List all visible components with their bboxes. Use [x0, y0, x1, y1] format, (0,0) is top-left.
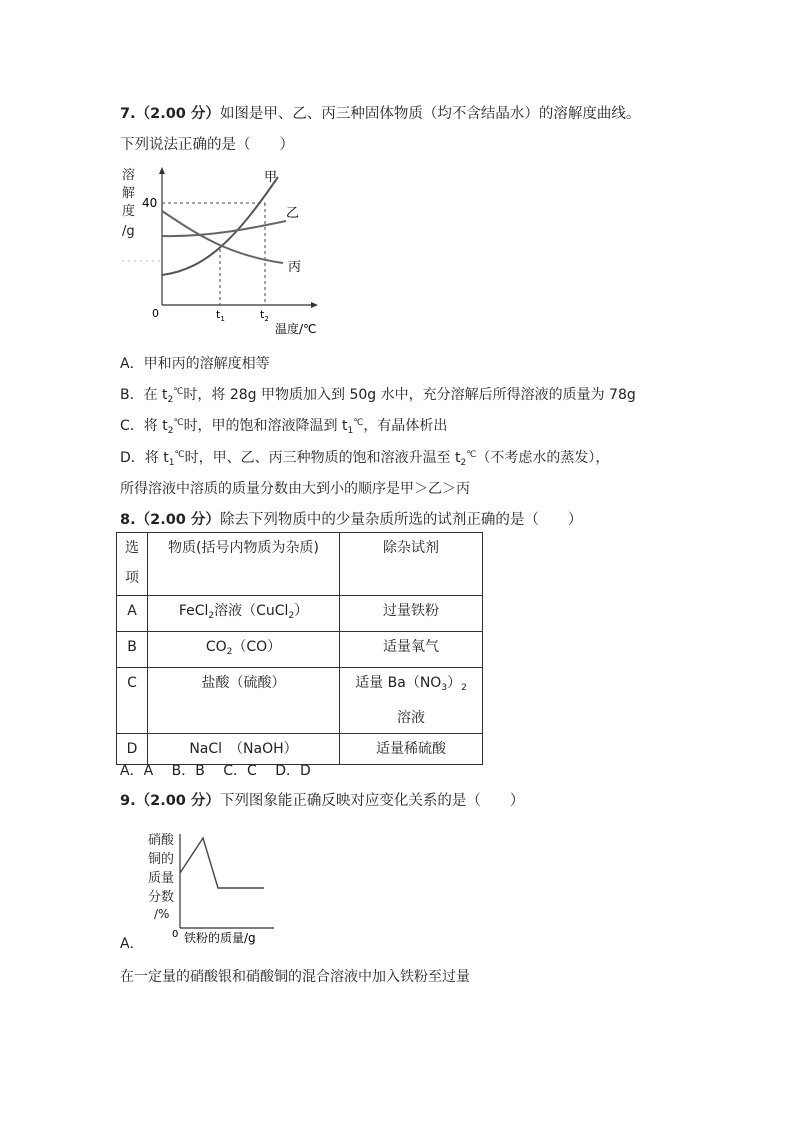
substance-cell: 盐酸（硫酸）	[148, 668, 340, 734]
q9-ylabel-line-5: /%	[154, 907, 170, 921]
table-header-row	[117, 533, 483, 596]
header-reagent-cell: 除杂试剂	[340, 533, 483, 596]
table-row	[117, 596, 483, 632]
reagent-cell: 适量 $Ba(NO_3)_2$ 溶液	[340, 668, 483, 734]
q9-xlabel: 铁粉的质量/g	[184, 931, 256, 945]
q9-ylabel-line-3: 质量	[148, 871, 175, 886]
q9-option-a-label: A．	[120, 936, 144, 952]
q7-option-b: B．在 $t_2^℃$时，将 28g 甲物质加入到 50g 水中，充分溶解后所得溶液的质量为 78g	[120, 387, 636, 405]
reagent-cell: 适量稀硫酸	[340, 734, 483, 765]
q7-y-axis-arrow	[159, 167, 165, 174]
q7-xlabel: 温度/℃	[275, 322, 317, 336]
q7-number: 7.	[120, 106, 136, 122]
reagent-cell: 过量铁粉	[340, 596, 483, 632]
q9-option-a-line	[180, 838, 264, 888]
q9-ylabel-line-1: 硝酸	[148, 833, 175, 848]
q7-ylabel-char-3: 度	[122, 204, 136, 219]
q8-options-table	[116, 532, 483, 765]
q7-x-axis-arrow	[311, 302, 318, 308]
q9-score: （2.00 分）	[135, 793, 220, 809]
q7-stem-text: 如图是甲、乙、丙三种固体物质（均不含结晶水）的溶解度曲线。	[219, 106, 641, 122]
table-row	[117, 668, 483, 734]
q8-stem: 8.（2.00 分）除去下列物质中的少量杂质所选的试剂正确的是（ ）	[120, 512, 583, 528]
q7-label-bing: 丙	[288, 260, 302, 275]
option-cell: B	[117, 632, 148, 668]
q8-score: （2.00 分）	[135, 512, 220, 528]
table-row	[117, 632, 483, 668]
q7-option-d: D．将 $t_1^℃$时，甲、乙、丙三种物质的饱和溶液升温至 $t_2^℃$（不考虑水的蒸发），	[120, 450, 610, 468]
q9-ylabel-line-4: 分数	[148, 890, 175, 905]
q9-ylabel-line-2: 铜的	[148, 852, 175, 867]
q9-option-a-description: 在一定量的硝酸银和硝酸铜的混合溶液中加入铁粉至过量	[120, 969, 470, 985]
header-substance-cell: 物质(括号内物质为杂质)	[148, 533, 340, 596]
q7-solubility-graph	[118, 165, 338, 345]
q7-score: （2.00 分）	[135, 106, 220, 122]
q7-option-d-line2: 所得溶液中溶质的质量分数由大到小的顺序是甲＞乙＞丙	[120, 481, 470, 497]
q9-option-a-graph	[140, 828, 290, 950]
q7-ylabel-char-4: /g	[122, 224, 135, 239]
option-cell: A	[117, 596, 148, 632]
header-option-cell: 选 项	[117, 533, 148, 596]
q7-tick-t2: $t_2$	[260, 308, 269, 323]
q7-label-yi: 乙	[286, 206, 300, 221]
q9-origin-label: 0	[172, 929, 179, 940]
q7-stem-line1	[120, 102, 640, 123]
q8-number: 8.	[120, 512, 136, 528]
q7-option-a: A．甲和丙的溶解度相等	[120, 356, 270, 372]
substance-cell: $CO_2(CO)$	[148, 632, 340, 668]
substance-cell: FeCl$_2$溶液（CuCl$_2$）	[148, 596, 340, 632]
q7-ylabel-char-1: 溶	[122, 168, 136, 183]
option-cell: C	[117, 668, 148, 734]
q9-number: 9.	[120, 793, 136, 809]
q7-label-jia: 甲	[264, 170, 278, 185]
q7-option-c: C．将 $t_2^℃$时，甲的饱和溶液降温到 $t_1^℃$，有晶体析出	[120, 418, 448, 436]
q7-ylabel-char-2: 解	[122, 186, 136, 201]
q7-curve-bing	[162, 211, 283, 263]
option-cell: D	[117, 734, 148, 765]
q7-stem-line2: 下列说法正确的是（ ）	[120, 137, 294, 153]
substance-cell: NaCl （NaOH）	[148, 734, 340, 765]
q7-origin-label: 0	[152, 307, 159, 320]
q7-y-tick-40: 40	[142, 196, 158, 210]
q8-choices: A．A B．B C．C D．D	[120, 763, 311, 779]
q7-tick-t1: $t_1$	[216, 308, 225, 323]
q9-stem: 9.（2.00 分）下列图象能正确反映对应变化关系的是（ ）	[120, 793, 525, 809]
reagent-cell: 适量氧气	[340, 632, 483, 668]
